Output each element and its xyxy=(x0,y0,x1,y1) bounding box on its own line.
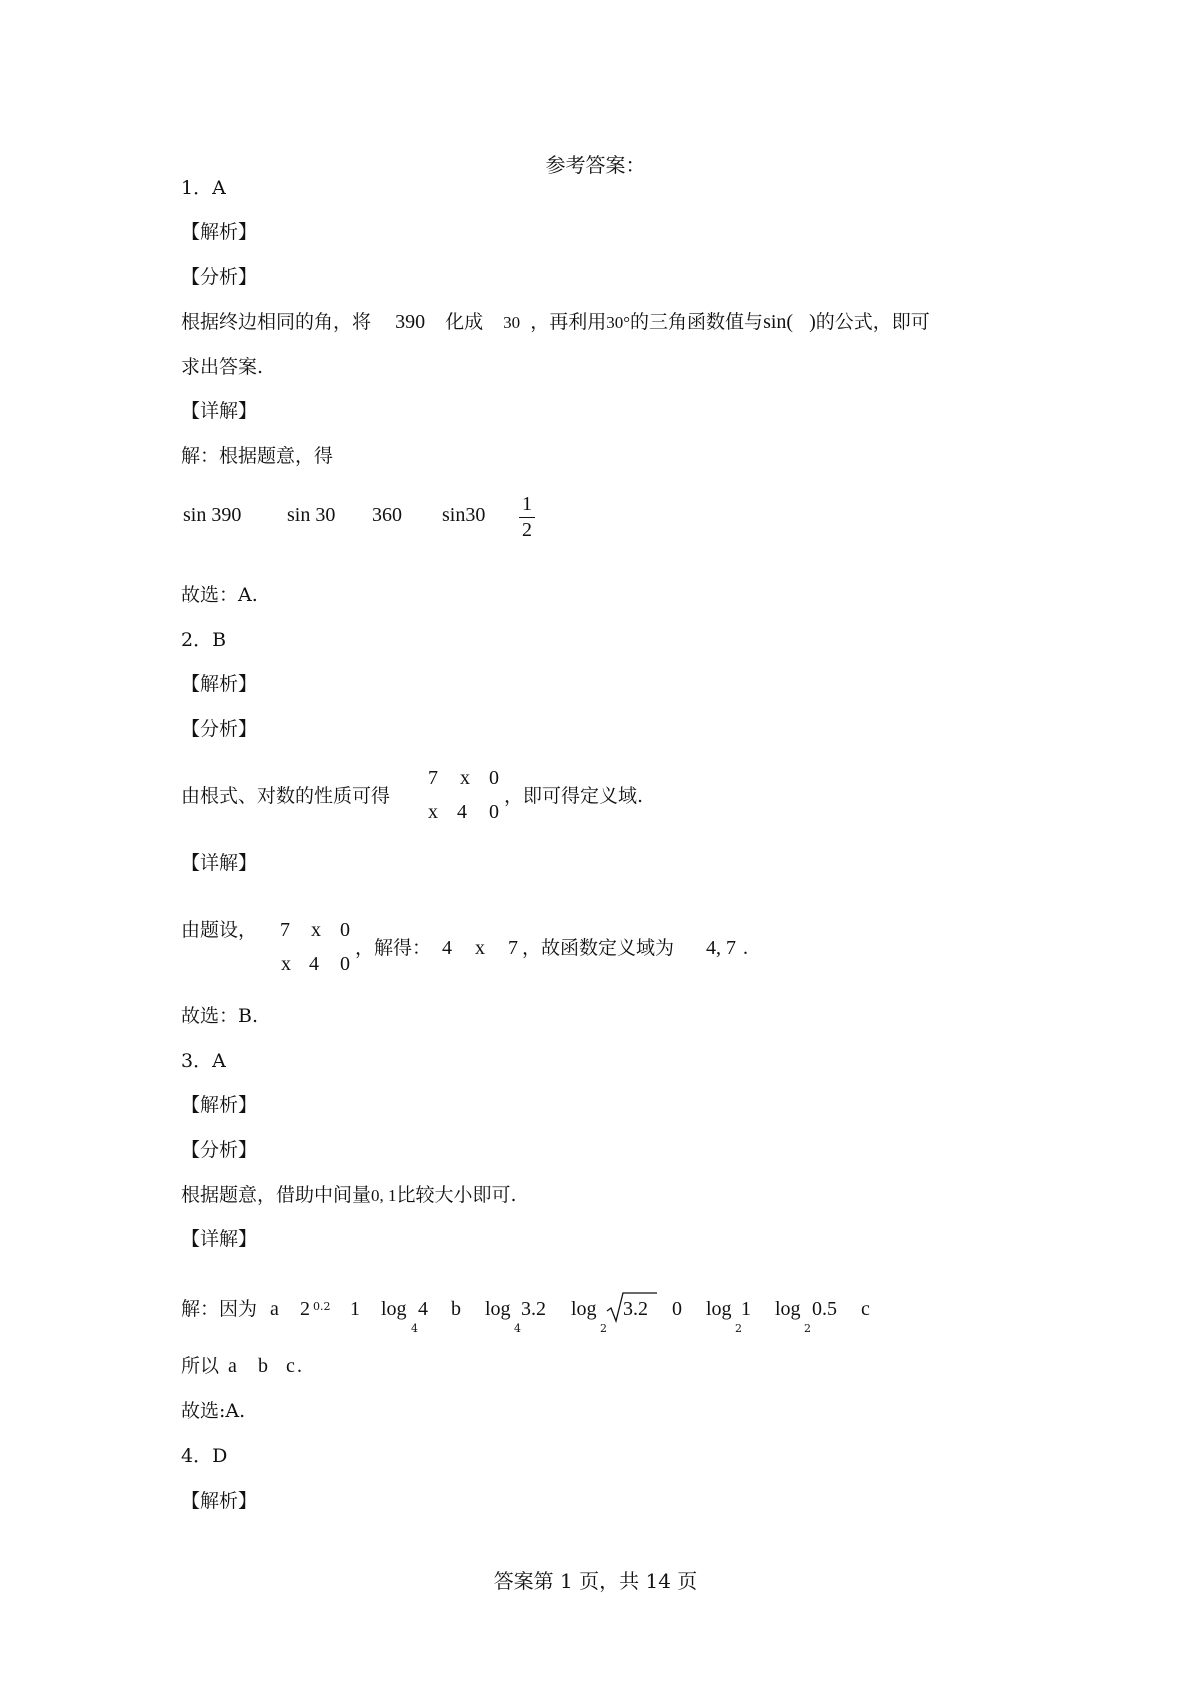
q3-answer: 3．A xyxy=(181,1050,226,1072)
q1-eq-sin30b: sin30 xyxy=(442,504,486,526)
q1-analysis-text-2: 化成 xyxy=(445,311,484,333)
q1-xiangjie-label: 【详解】 xyxy=(181,400,258,422)
q1-analysis-text: 根据终边相同的角，将 xyxy=(181,311,372,333)
page-footer: 答案第 1 页，共 14 页 xyxy=(493,1569,698,1593)
q2-jiexi-label: 【解析】 xyxy=(181,673,258,695)
q3-order-a: a xyxy=(228,1355,237,1377)
q3-order-end: . xyxy=(297,1355,302,1377)
q2-final-answer: 故选：B. xyxy=(181,1005,259,1027)
q3-order-prefix: 所以 xyxy=(181,1355,220,1377)
q2-dsys-r1-c1: 7 xyxy=(280,919,290,941)
q3-log-e-base: 2 xyxy=(804,1322,811,1335)
q3-analysis-text-2: 比较大小即可. xyxy=(396,1184,517,1206)
q3-exponent: 0.2 xyxy=(313,1300,331,1313)
q1-analysis-line1 xyxy=(181,310,930,335)
q2-sol-var: x xyxy=(475,937,485,959)
q1-eq-numerator: 1 xyxy=(522,493,532,515)
q1-answer: 1．A xyxy=(181,177,226,199)
q2-sys-r2-c2: 4 xyxy=(457,801,467,823)
q2-sys-r2-c3: 0 xyxy=(489,801,499,823)
q1-eq-360: 360 xyxy=(372,504,402,526)
q4-answer: 4．D xyxy=(181,1445,228,1467)
q3-fenxi-label: 【分析】 xyxy=(181,1139,258,1161)
q2-detail-prefix: 由题设， xyxy=(181,919,258,941)
q3-log-a-base: 4 xyxy=(411,1322,418,1335)
q3-log-c: log xyxy=(571,1298,597,1320)
q1-sin-close: ) xyxy=(809,311,816,333)
q2-period: . xyxy=(743,937,748,959)
q1-angle-30deg: 30° xyxy=(606,313,631,332)
q2-sys-r2-c1: x xyxy=(428,801,438,823)
q3-log-d-arg: 1 xyxy=(741,1298,751,1320)
q4-jiexi-label: 【解析】 xyxy=(181,1490,258,1512)
q2-sol-upper: 7 xyxy=(508,937,518,959)
q3-order-b: b xyxy=(258,1355,268,1377)
q3-log-b-base: 4 xyxy=(514,1322,521,1335)
q3-base-2: 2 xyxy=(300,1298,310,1320)
q2-dsys-r2-c2: 4 xyxy=(309,953,319,975)
q1-analysis-line2: 求出答案. xyxy=(181,356,264,378)
q2-analysis-tail: ，即可得定义域. xyxy=(504,785,644,807)
q3-anchor-values: 0, 1 xyxy=(371,1186,397,1205)
q3-log-a-arg: 4 xyxy=(418,1298,428,1320)
q2-sys-r1-c1: 7 xyxy=(428,767,438,789)
q2-detail-domain: ，故函数定义域为 xyxy=(522,937,675,959)
q3-var-b: b xyxy=(451,1298,461,1320)
q3-log-d: log xyxy=(706,1298,732,1320)
q3-sqrt-arg: 3.2 xyxy=(623,1298,648,1320)
q2-sys-r1-c3: 0 xyxy=(489,767,499,789)
q3-jiexi-label: 【解析】 xyxy=(181,1094,258,1116)
q2-dsys-r1-c3: 0 xyxy=(340,919,350,941)
q3-var-c: c xyxy=(861,1298,870,1320)
q1-angle-30: 30 xyxy=(503,313,521,332)
q3-xiangjie-label: 【详解】 xyxy=(181,1228,258,1250)
q3-detail-intro: 解：因为 xyxy=(181,1298,258,1320)
q2-interval: 4, 7 xyxy=(706,937,736,959)
q2-dsys-r2-c1: x xyxy=(281,953,291,975)
q2-detail-solve: ，解得： xyxy=(355,937,432,959)
q1-detail-intro: 解：根据题意，得 xyxy=(181,445,334,467)
page-title: 参考答案： xyxy=(545,153,646,177)
q3-analysis-text: 根据题意，借助中间量 xyxy=(181,1184,372,1206)
q1-analysis-text-3: ，再利用 xyxy=(530,311,607,333)
q2-xiangjie-label: 【详解】 xyxy=(181,852,258,874)
q3-log-b-arg: 3.2 xyxy=(521,1298,546,1320)
q3-log-e-arg: 0.5 xyxy=(812,1298,837,1320)
q1-eq-sin390: sin 390 xyxy=(183,504,242,526)
q1-analysis-text-5: 的公式，即可 xyxy=(815,311,930,333)
q3-zero: 0 xyxy=(672,1298,682,1320)
q1-eq-sin30: sin 30 xyxy=(287,504,336,526)
q3-analysis xyxy=(181,1183,517,1208)
q1-jiexi-label: 【解析】 xyxy=(181,221,258,243)
q2-analysis-text: 由根式、对数的性质可得 xyxy=(181,785,391,807)
q1-eq-denominator: 2 xyxy=(522,519,532,541)
q3-one: 1 xyxy=(350,1298,360,1320)
q1-final-answer: 故选：A. xyxy=(181,584,258,606)
q1-fenxi-label: 【分析】 xyxy=(181,266,258,288)
q1-sin-open: sin( xyxy=(763,311,794,333)
q3-log-c-base: 2 xyxy=(600,1322,607,1335)
q1-fraction-bar xyxy=(519,517,535,518)
q3-order-c: c xyxy=(286,1355,295,1377)
q3-log-b: log xyxy=(485,1298,511,1320)
q2-sys-r1-c2: x xyxy=(460,767,470,789)
q2-answer: 2．B xyxy=(181,629,227,651)
q2-dsys-r2-c3: 0 xyxy=(340,953,350,975)
q1-analysis-text-4: 的三角函数值与 xyxy=(630,311,764,333)
q2-fenxi-label: 【分析】 xyxy=(181,718,258,740)
q1-angle-390: 390 xyxy=(395,311,426,333)
q3-var-a: a xyxy=(270,1298,279,1320)
q3-log-d-base: 2 xyxy=(735,1322,742,1335)
q3-log-a: log xyxy=(381,1298,407,1320)
q2-dsys-r1-c2: x xyxy=(311,919,321,941)
q3-log-e: log xyxy=(775,1298,801,1320)
q3-final-answer: 故选:A. xyxy=(181,1400,246,1422)
q2-sol-lower: 4 xyxy=(442,937,452,959)
